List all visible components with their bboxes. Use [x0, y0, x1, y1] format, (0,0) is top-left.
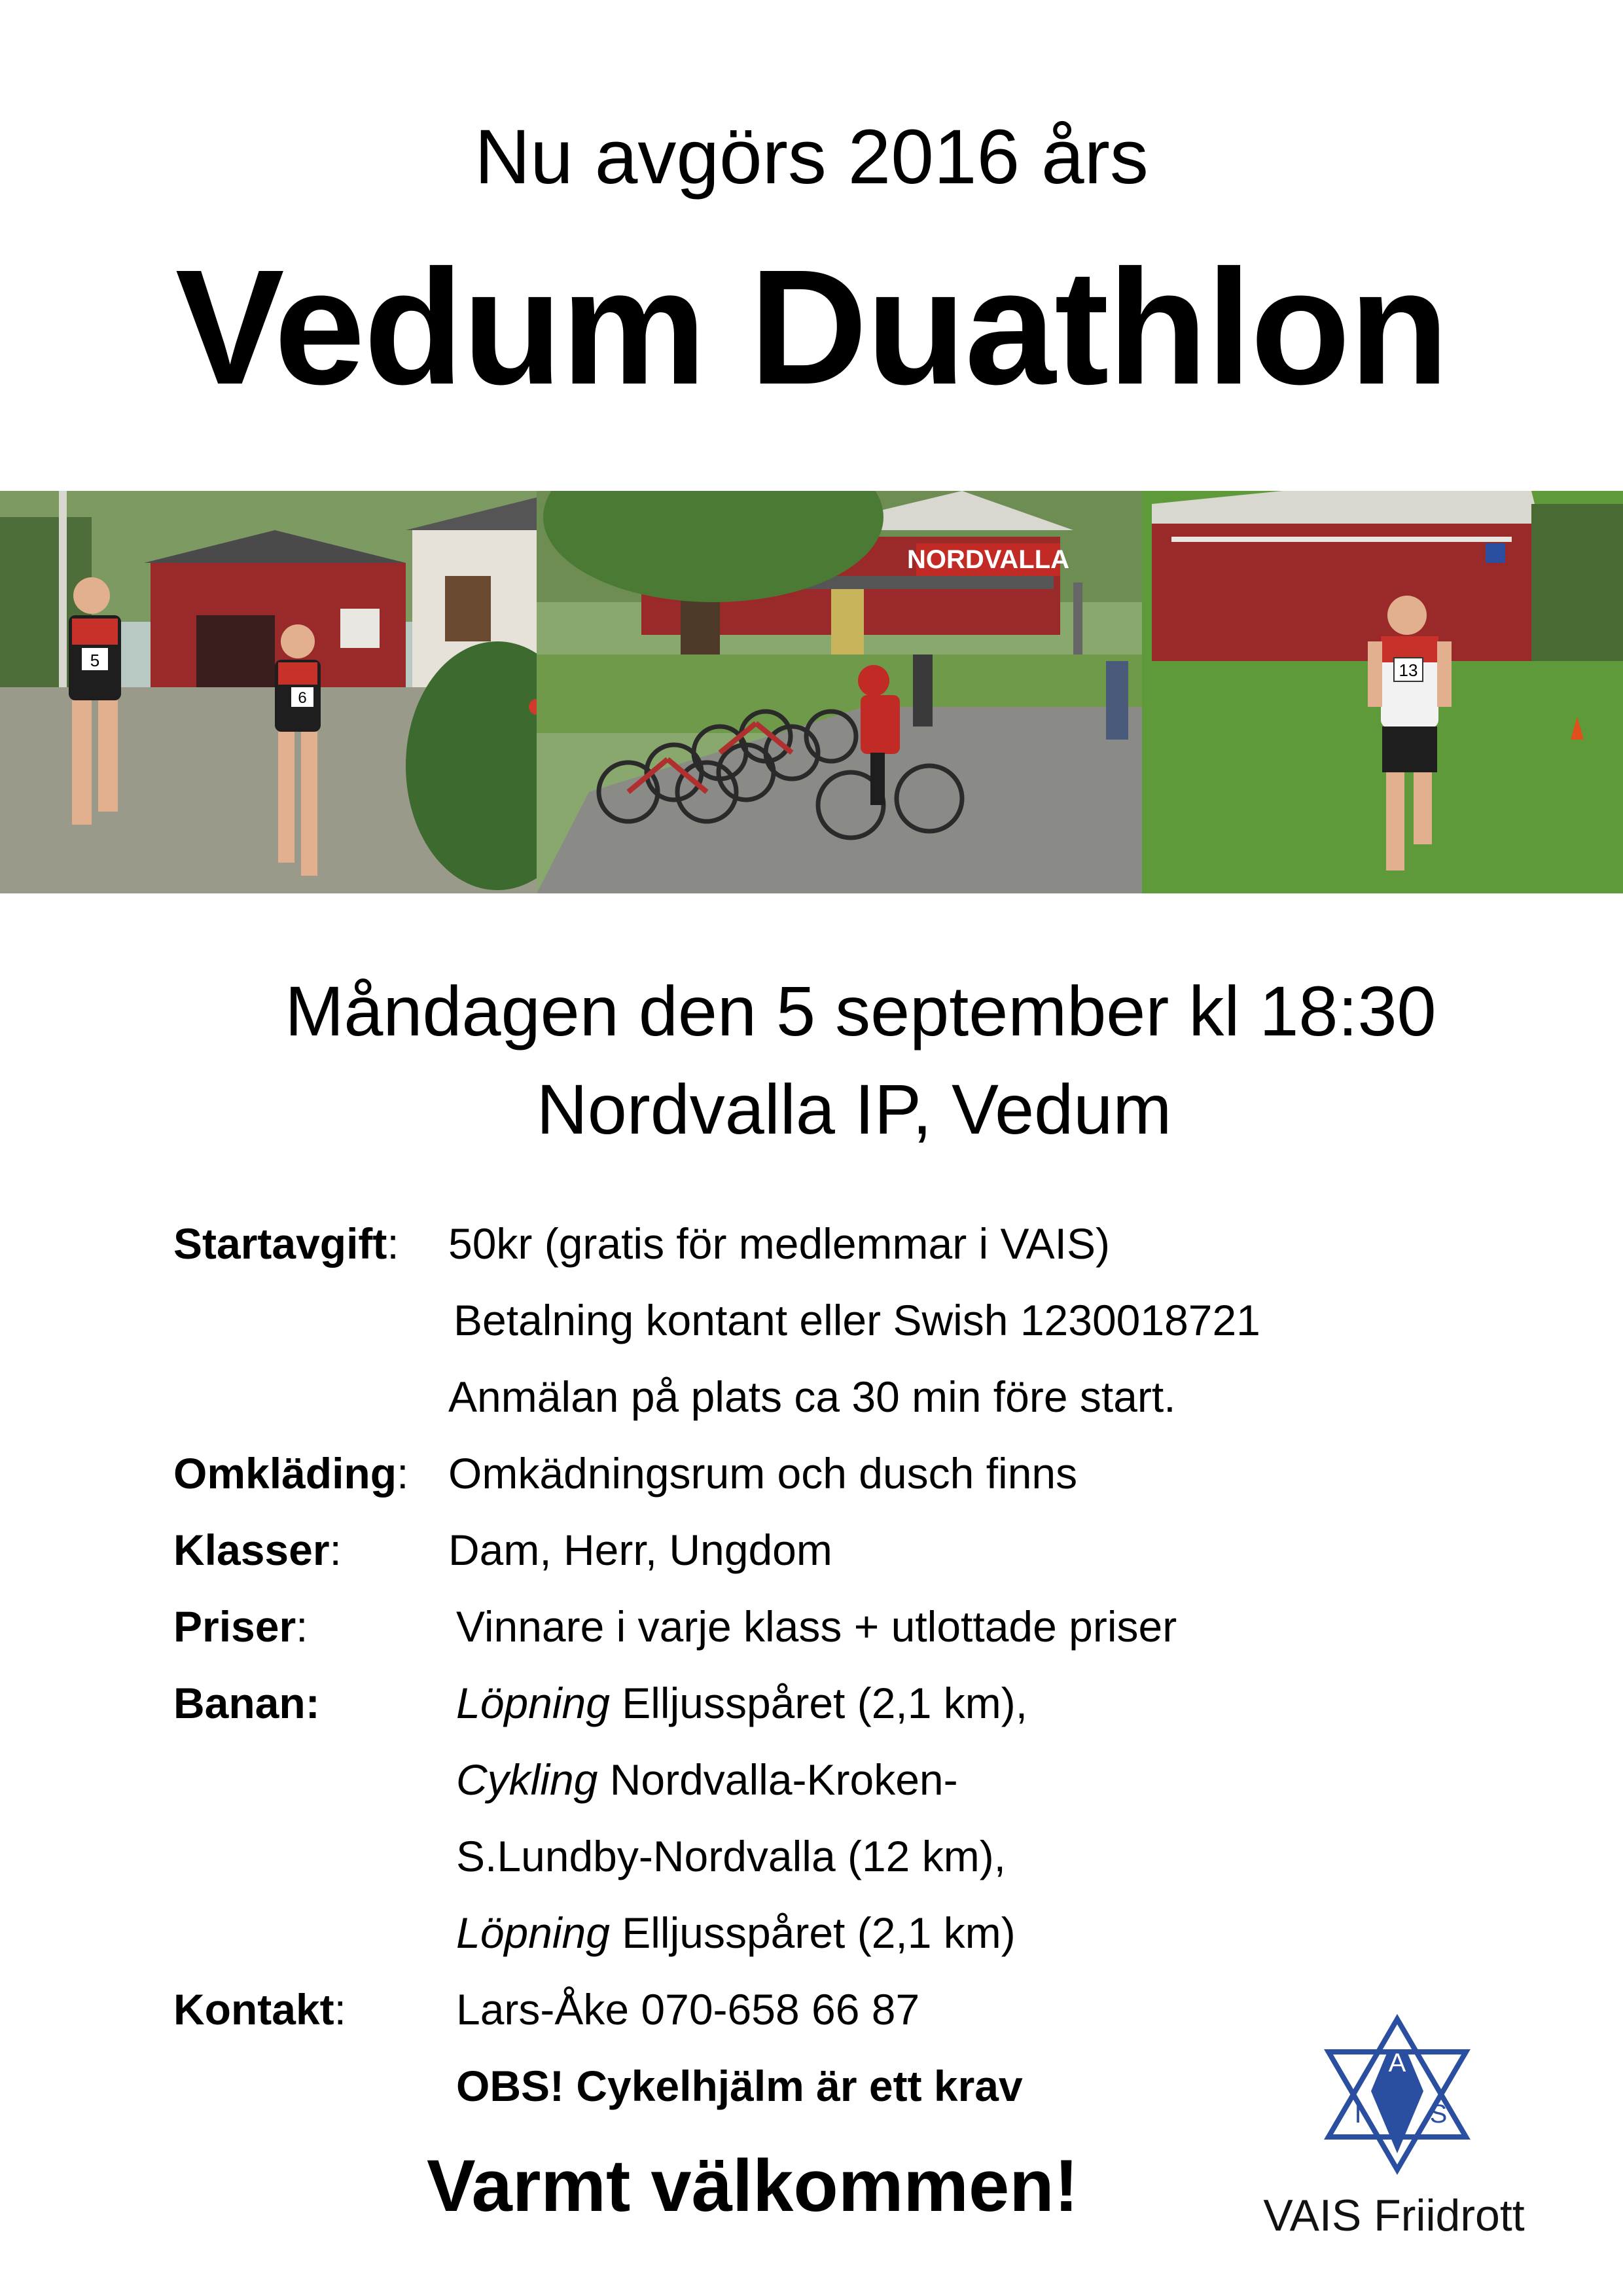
info-row-banan: [173, 1670, 1417, 1747]
welcome-text: Varmt välkommen!: [427, 2145, 1079, 2227]
photo-bicycles: [537, 491, 1142, 893]
info-label: Klasser:: [173, 1526, 342, 1574]
info-row-omkladning: [173, 1441, 1417, 1517]
info-label: Startavgift:: [173, 1219, 399, 1268]
club-name: VAIS Friidrott: [1263, 2191, 1525, 2240]
info-value: Löpning Elljusspåret (2,1 km),: [456, 1679, 1028, 1727]
info-value: Dam, Herr, Ungdom: [448, 1526, 832, 1574]
info-value: Löpning Elljusspåret (2,1 km): [456, 1909, 1016, 1957]
logo-letter: A: [1388, 2049, 1406, 2077]
info-label: Priser:: [173, 1602, 308, 1651]
info-value: Omkädningsrum och dusch finns: [448, 1449, 1078, 1498]
info-row-startavgift: [173, 1211, 1417, 1287]
star-logo-icon: [1315, 2013, 1479, 2176]
info-label: Kontakt:: [173, 1985, 347, 2034]
info-row-kontakt: [173, 1977, 1417, 2053]
info-row-priser: [173, 1594, 1417, 1670]
photo-runner-grass: [1142, 491, 1623, 893]
event-place: Nordvalla IP, Vedum: [536, 1069, 1172, 1149]
obs-note: OBS! Cykelhjälm är ett krav: [456, 2062, 1023, 2110]
info-value: Cykling Nordvalla-Kroken-: [456, 1755, 958, 1804]
info-value: S.Lundby-Nordvalla (12 km),: [456, 1832, 1007, 1880]
bib-number: 13: [1399, 660, 1418, 680]
info-label: Banan:: [173, 1679, 320, 1727]
info-row-registration: [173, 1364, 1417, 1441]
info-row-banan-4: [173, 1900, 1417, 1977]
bib-number: 5: [90, 651, 100, 670]
info-row-banan-3: [173, 1823, 1417, 1900]
info-row-banan-2: [173, 1747, 1417, 1823]
info-row-payment: [173, 1287, 1417, 1364]
logo-letter: I: [1354, 2100, 1362, 2128]
info-value: Vinnare i varje klass + utlottade priser: [456, 1602, 1177, 1651]
photo-runners: [0, 491, 589, 893]
vais-logo: [1315, 2013, 1479, 2176]
info-value: 50kr (gratis för medlemmar i VAIS): [448, 1219, 1111, 1268]
logo-letter: S: [1429, 2100, 1448, 2128]
bib-number: 6: [298, 689, 307, 707]
subtitle: Nu avgörs 2016 års: [474, 114, 1149, 200]
sign-text: NORDVALLA: [906, 545, 1070, 574]
event-date: Måndagen den 5 september kl 18:30: [285, 971, 1436, 1050]
info-value: Lars-Åke 070-658 66 87: [456, 1985, 920, 2034]
photo-strip: [0, 491, 1623, 893]
event-info: [173, 1211, 1417, 2130]
info-value: Anmälan på plats ca 30 min före start.: [448, 1372, 1176, 1421]
info-row-obs: [173, 2053, 1417, 2130]
page-title: Vedum Duathlon: [175, 236, 1448, 418]
info-label: Omkläding:: [173, 1449, 409, 1498]
info-value: Betalning kontant eller Swish 1230018721: [454, 1296, 1260, 1344]
info-row-klasser: [173, 1517, 1417, 1594]
